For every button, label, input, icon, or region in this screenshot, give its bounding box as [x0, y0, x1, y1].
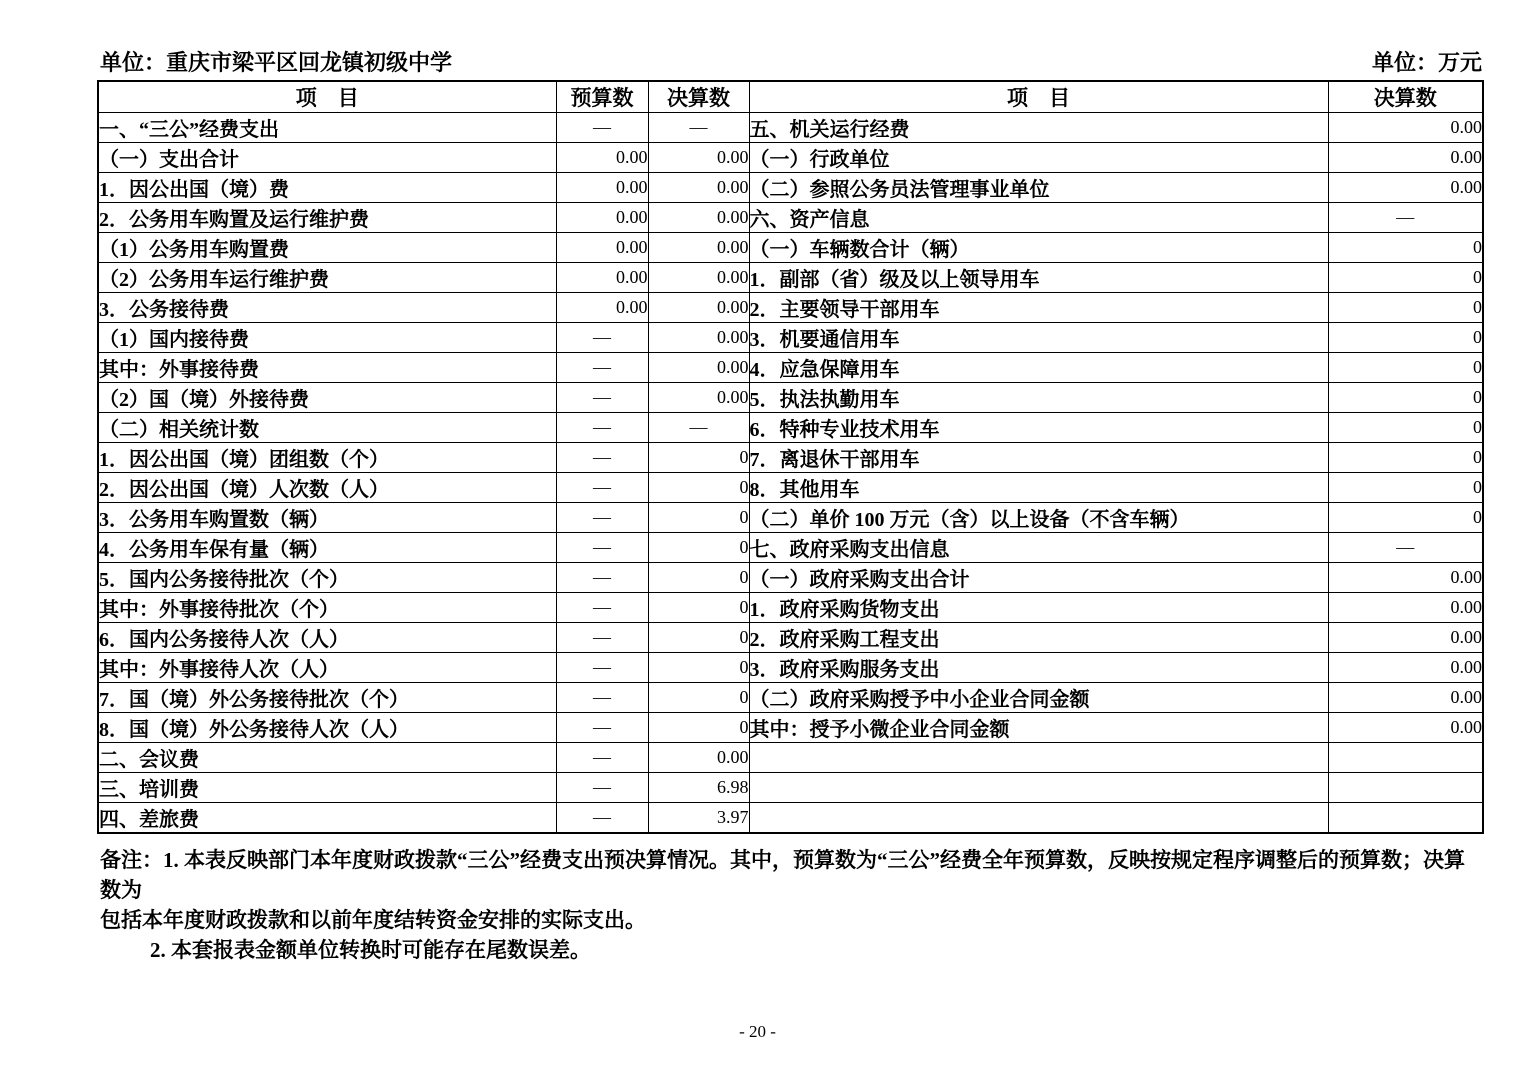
- item-cell-left: 6．国内公务接待人次（人）: [98, 623, 556, 653]
- final-cell-left: 0.00: [648, 743, 749, 773]
- budget-cell: —: [556, 353, 648, 383]
- item-cell-right: 1．政府采购货物支出: [749, 593, 1328, 623]
- item-cell-left: （二）相关统计数: [98, 413, 556, 443]
- budget-cell: —: [556, 323, 648, 353]
- final-cell-left: 0.00: [648, 383, 749, 413]
- budget-cell: 0.00: [556, 293, 648, 323]
- table-row: [98, 323, 1483, 353]
- final-cell-left: 0: [648, 503, 749, 533]
- budget-cell: —: [556, 623, 648, 653]
- table-row: [98, 683, 1483, 713]
- final-cell-left: —: [648, 413, 749, 443]
- final-cell-left: 0.00: [648, 233, 749, 263]
- item-cell-left: （1）国内接待费: [98, 323, 556, 353]
- table-header-row: [98, 81, 1483, 113]
- note-line-3: 2. 本套报表金额单位转换时可能存在尾数误差。: [150, 938, 591, 962]
- final-cell-left: 0: [648, 623, 749, 653]
- item-cell-left: （一）支出合计: [98, 143, 556, 173]
- final-cell-left: —: [648, 113, 749, 143]
- note-line-2: 包括本年度财政拨款和以前年度结转资金安排的实际支出。: [100, 908, 646, 932]
- item-cell-right: 2．主要领导干部用车: [749, 293, 1328, 323]
- item-cell-right: 3．政府采购服务支出: [749, 653, 1328, 683]
- final-cell-right: 0.00: [1328, 683, 1483, 713]
- final-cell-right: 0: [1328, 503, 1483, 533]
- table-row: [98, 803, 1483, 834]
- table-row: [98, 383, 1483, 413]
- budget-cell: —: [556, 533, 648, 563]
- budget-cell: 0.00: [556, 233, 648, 263]
- final-cell-right: 0.00: [1328, 713, 1483, 743]
- item-cell-right: （一）政府采购支出合计: [749, 563, 1328, 593]
- final-cell-left: 0: [648, 593, 749, 623]
- budget-cell: —: [556, 503, 648, 533]
- final-cell-right: 0.00: [1328, 653, 1483, 683]
- item-cell-right: 7．离退休干部用车: [749, 443, 1328, 473]
- item-cell-right: [749, 803, 1328, 834]
- header-final-right: 决算数: [1328, 81, 1483, 113]
- budget-cell: —: [556, 713, 648, 743]
- item-cell-right: 2．政府采购工程支出: [749, 623, 1328, 653]
- final-cell-left: 0.00: [648, 173, 749, 203]
- final-cell-left: 0: [648, 473, 749, 503]
- currency-unit-label: 单位：万元: [1371, 50, 1482, 75]
- item-cell-left: 7．国（境）外公务接待批次（个）: [98, 683, 556, 713]
- item-cell-right: [749, 743, 1328, 773]
- table-row: [98, 413, 1483, 443]
- budget-cell: —: [556, 593, 648, 623]
- budget-cell: 0.00: [556, 143, 648, 173]
- table-row: [98, 473, 1483, 503]
- item-cell-right: （二）政府采购授予中小企业合同金额: [749, 683, 1328, 713]
- table-row: [98, 533, 1483, 563]
- header-final-left: 决算数: [648, 81, 749, 113]
- budget-cell: —: [556, 653, 648, 683]
- item-cell-left: 三、培训费: [98, 773, 556, 803]
- item-cell-right: 1．副部（省）级及以上领导用车: [749, 263, 1328, 293]
- item-cell-left: 5．国内公务接待批次（个）: [98, 563, 556, 593]
- header-item-right: 项 目: [749, 81, 1328, 113]
- three-public-expense-table: [97, 80, 1484, 834]
- header-budget: 预算数: [556, 81, 648, 113]
- budget-cell: —: [556, 473, 648, 503]
- final-cell-right: —: [1328, 203, 1483, 233]
- item-cell-right: 8．其他用车: [749, 473, 1328, 503]
- item-cell-right: 七、政府采购支出信息: [749, 533, 1328, 563]
- item-cell-left: 1．因公出国（境）团组数（个）: [98, 443, 556, 473]
- budget-cell: 0.00: [556, 203, 648, 233]
- final-cell-right: 0: [1328, 443, 1483, 473]
- item-cell-left: 3．公务用车购置数（辆）: [98, 503, 556, 533]
- item-cell-right: 3．机要通信用车: [749, 323, 1328, 353]
- item-cell-left: 四、差旅费: [98, 803, 556, 834]
- item-cell-left: 2．因公出国（境）人次数（人）: [98, 473, 556, 503]
- item-cell-left: 2．公务用车购置及运行维护费: [98, 203, 556, 233]
- item-cell-right: 五、机关运行经费: [749, 113, 1328, 143]
- item-cell-left: 二、会议费: [98, 743, 556, 773]
- item-cell-left: 一、“三公”经费支出: [98, 113, 556, 143]
- final-cell-left: 0: [648, 563, 749, 593]
- final-cell-right: 0: [1328, 263, 1483, 293]
- table-row: [98, 173, 1483, 203]
- final-cell-right: 0: [1328, 473, 1483, 503]
- item-cell-right: 其中：授予小微企业合同金额: [749, 713, 1328, 743]
- budget-cell: —: [556, 563, 648, 593]
- budget-cell: —: [556, 743, 648, 773]
- item-cell-right: （二）单价 100 万元（含）以上设备（不含车辆）: [749, 503, 1328, 533]
- final-cell-right: [1328, 773, 1483, 803]
- item-cell-right: （一）行政单位: [749, 143, 1328, 173]
- table-row: [98, 263, 1483, 293]
- final-cell-right: —: [1328, 533, 1483, 563]
- table-row: [98, 653, 1483, 683]
- org-unit-label: 单位：重庆市梁平区回龙镇初级中学: [100, 50, 453, 75]
- item-cell-left: 8．国（境）外公务接待人次（人）: [98, 713, 556, 743]
- budget-cell: —: [556, 413, 648, 443]
- final-cell-right: 0.00: [1328, 623, 1483, 653]
- item-cell-left: （2）国（境）外接待费: [98, 383, 556, 413]
- final-cell-right: 0: [1328, 413, 1483, 443]
- final-cell-right: 0: [1328, 233, 1483, 263]
- item-cell-left: 其中：外事接待人次（人）: [98, 653, 556, 683]
- item-cell-right: 6．特种专业技术用车: [749, 413, 1328, 443]
- item-cell-right: （二）参照公务员法管理事业单位: [749, 173, 1328, 203]
- final-cell-left: 0.00: [648, 263, 749, 293]
- final-cell-left: 0: [648, 533, 749, 563]
- item-cell-right: 4．应急保障用车: [749, 353, 1328, 383]
- final-cell-right: 0.00: [1328, 143, 1483, 173]
- final-cell-right: 0.00: [1328, 593, 1483, 623]
- final-cell-left: 0.00: [648, 293, 749, 323]
- final-cell-left: 0.00: [648, 353, 749, 383]
- final-cell-left: 0: [648, 653, 749, 683]
- page-number: - 20 -: [739, 1022, 776, 1041]
- final-cell-right: 0: [1328, 293, 1483, 323]
- final-cell-left: 0: [648, 443, 749, 473]
- table-row: [98, 293, 1483, 323]
- item-cell-left: （2）公务用车运行维护费: [98, 263, 556, 293]
- item-cell-left: 其中：外事接待费: [98, 353, 556, 383]
- table-row: [98, 623, 1483, 653]
- table-row: [98, 773, 1483, 803]
- budget-cell: —: [556, 683, 648, 713]
- budget-cell: 0.00: [556, 173, 648, 203]
- final-cell-left: 3.97: [648, 803, 749, 834]
- final-cell-right: [1328, 803, 1483, 834]
- item-cell-left: 3．公务接待费: [98, 293, 556, 323]
- table-row: [98, 503, 1483, 533]
- final-cell-left: 0.00: [648, 143, 749, 173]
- final-cell-left: 0.00: [648, 203, 749, 233]
- table-row: [98, 203, 1483, 233]
- table-row: [98, 743, 1483, 773]
- table-row: [98, 113, 1483, 143]
- item-cell-right: （一）车辆数合计（辆）: [749, 233, 1328, 263]
- budget-cell: —: [556, 803, 648, 834]
- budget-cell: —: [556, 773, 648, 803]
- final-cell-right: 0: [1328, 383, 1483, 413]
- budget-cell: —: [556, 443, 648, 473]
- item-cell-right: 5．执法执勤用车: [749, 383, 1328, 413]
- final-cell-left: 6.98: [648, 773, 749, 803]
- table-row: [98, 593, 1483, 623]
- table-caption-bar: [100, 50, 1482, 76]
- item-cell-left: 4．公务用车保有量（辆）: [98, 533, 556, 563]
- table-row: [98, 713, 1483, 743]
- item-cell-left: （1）公务用车购置费: [98, 233, 556, 263]
- table-row: [98, 143, 1483, 173]
- budget-cell: —: [556, 113, 648, 143]
- item-cell-left: 其中：外事接待批次（个）: [98, 593, 556, 623]
- header-item-left: 项 目: [98, 81, 556, 113]
- note-line-1: 备注：1. 本表反映部门本年度财政拨款“三公”经费支出预决算情况。其中，预算数为“三公”经费全年预算数，反映按规定程序调整后的预算数；决算数为: [100, 848, 1465, 902]
- item-cell-right: [749, 773, 1328, 803]
- table-row: [98, 563, 1483, 593]
- final-cell-right: 0.00: [1328, 113, 1483, 143]
- budget-cell: —: [556, 383, 648, 413]
- table-row: [98, 443, 1483, 473]
- final-cell-right: 0: [1328, 353, 1483, 383]
- final-cell-right: 0: [1328, 323, 1483, 353]
- table-row: [98, 233, 1483, 263]
- budget-cell: 0.00: [556, 263, 648, 293]
- final-cell-left: 0: [648, 713, 749, 743]
- footnotes: [100, 845, 1482, 965]
- item-cell-right: 六、资产信息: [749, 203, 1328, 233]
- final-cell-right: [1328, 743, 1483, 773]
- final-cell-right: 0.00: [1328, 563, 1483, 593]
- final-cell-left: 0.00: [648, 323, 749, 353]
- table-row: [98, 353, 1483, 383]
- final-cell-right: 0.00: [1328, 173, 1483, 203]
- item-cell-left: 1．因公出国（境）费: [98, 173, 556, 203]
- final-cell-left: 0: [648, 683, 749, 713]
